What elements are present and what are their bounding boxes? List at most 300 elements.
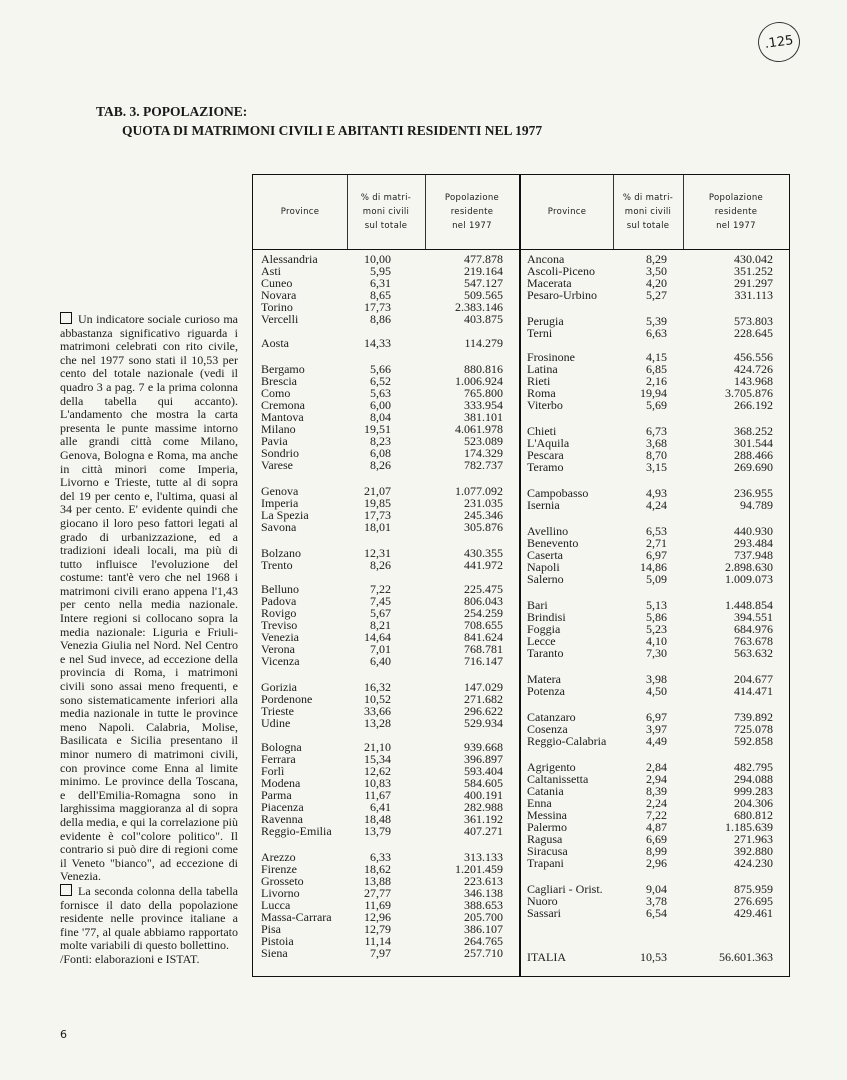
population: 725.078 bbox=[734, 722, 773, 736]
population: 573.803 bbox=[734, 314, 773, 328]
table-row bbox=[253, 525, 789, 537]
population: 223.613 bbox=[464, 874, 503, 888]
population: 763.678 bbox=[734, 634, 773, 648]
population: 288.466 bbox=[734, 448, 773, 462]
header-divider bbox=[253, 249, 789, 250]
civil-marriage-pct: 11,14 bbox=[364, 934, 391, 948]
civil-marriage-pct: 8,26 bbox=[370, 558, 391, 572]
province-name: Treviso bbox=[261, 618, 298, 632]
province-name: Bologna bbox=[261, 740, 302, 754]
province-name: Ferrara bbox=[261, 752, 296, 766]
civil-marriage-pct: 17,73 bbox=[364, 300, 391, 314]
province-name: Belluno bbox=[261, 582, 299, 596]
table-row bbox=[253, 635, 789, 647]
population: 441.972 bbox=[464, 558, 503, 572]
civil-marriage-pct: 7,01 bbox=[370, 642, 391, 656]
civil-marriage-pct: 13,79 bbox=[364, 824, 391, 838]
civil-marriage-pct: 6,54 bbox=[646, 906, 667, 920]
population: 56.601.363 bbox=[719, 950, 773, 964]
population: 716.147 bbox=[464, 654, 503, 668]
province-name: Asti bbox=[261, 264, 282, 278]
population: 2.383.146 bbox=[455, 300, 503, 314]
population: 228.645 bbox=[734, 326, 773, 340]
civil-marriage-pct: 18,62 bbox=[364, 862, 391, 876]
civil-marriage-pct: 14,33 bbox=[364, 336, 391, 350]
province-name: Pordenone bbox=[261, 692, 313, 706]
table-row bbox=[253, 773, 789, 785]
province-name: Viterbo bbox=[527, 398, 563, 412]
province-name: Trieste bbox=[261, 704, 294, 718]
table-row bbox=[253, 312, 789, 328]
table-row bbox=[253, 301, 789, 313]
population: 282.988 bbox=[464, 800, 503, 814]
province-name: Pesaro-Urbino bbox=[527, 288, 597, 302]
population: 293.484 bbox=[734, 536, 773, 550]
population: 254.259 bbox=[464, 606, 503, 620]
header-pct-right: % di matri- moni civili sul totale bbox=[622, 193, 674, 231]
province-name: Genova bbox=[261, 484, 299, 498]
population: 276.695 bbox=[734, 894, 773, 908]
population: 305.876 bbox=[464, 520, 503, 534]
population: 386.107 bbox=[464, 922, 503, 936]
civil-marriage-pct: 8,39 bbox=[646, 784, 667, 798]
table-row bbox=[253, 558, 789, 574]
civil-marriage-pct: 7,22 bbox=[370, 582, 391, 596]
civil-marriage-pct: 13,28 bbox=[364, 716, 391, 730]
population: 381.101 bbox=[464, 410, 503, 424]
civil-marriage-pct: 15,34 bbox=[364, 752, 391, 766]
province-name: Vicenza bbox=[261, 654, 300, 668]
civil-marriage-pct: 6,53 bbox=[646, 524, 667, 538]
population: 584.605 bbox=[464, 776, 503, 790]
province-name: Napoli bbox=[527, 560, 560, 574]
table-row bbox=[253, 723, 789, 735]
civil-marriage-pct: 4,15 bbox=[646, 350, 667, 364]
civil-marriage-pct: 4,20 bbox=[646, 276, 667, 290]
table-row bbox=[253, 845, 789, 857]
square-bullet-icon bbox=[60, 312, 72, 324]
civil-marriage-pct: 5,95 bbox=[370, 264, 391, 278]
population: 291.297 bbox=[734, 276, 773, 290]
province-name: Cagliari - Orist. bbox=[527, 882, 603, 896]
civil-marriage-pct: 21,10 bbox=[364, 740, 391, 754]
province-name: Udine bbox=[261, 716, 291, 730]
province-name: Lucca bbox=[261, 898, 291, 912]
population: 429.461 bbox=[734, 906, 773, 920]
population: 880.816 bbox=[464, 362, 503, 376]
civil-marriage-pct: 5,27 bbox=[646, 288, 667, 302]
civil-marriage-pct: 27,77 bbox=[364, 886, 391, 900]
province-name: Como bbox=[261, 386, 291, 400]
table-row bbox=[253, 599, 789, 611]
population: 264.765 bbox=[464, 934, 503, 948]
population: 301.544 bbox=[734, 436, 773, 450]
table-row bbox=[253, 351, 789, 363]
paragraph-2-text: La seconda colonna della tabella fornisce il dato della popolazione residente nelle province italiane a fine '77, al quale abbiamo rapportato molte variabili di questo bollettino. bbox=[60, 883, 238, 953]
table-row bbox=[253, 434, 789, 450]
province-name: Pescara bbox=[527, 448, 564, 462]
population: 394.551 bbox=[734, 610, 773, 624]
population: 407.271 bbox=[464, 824, 503, 838]
province-name: Cremona bbox=[261, 398, 305, 412]
sidebar-paragraph-1 bbox=[60, 312, 238, 884]
table-row bbox=[253, 785, 789, 797]
sidebar-commentary bbox=[60, 312, 238, 967]
province-name: Roma bbox=[527, 386, 556, 400]
civil-marriage-pct: 6,33 bbox=[370, 850, 391, 864]
population: 424.230 bbox=[734, 856, 773, 870]
table-row bbox=[253, 821, 789, 833]
civil-marriage-pct: 2,16 bbox=[646, 374, 667, 388]
province-name: Bolzano bbox=[261, 546, 301, 560]
population: 403.875 bbox=[464, 312, 503, 326]
table-row bbox=[253, 537, 789, 549]
civil-marriage-pct: 5,09 bbox=[646, 572, 667, 586]
population: 477.878 bbox=[464, 252, 503, 266]
province-name: Nuoro bbox=[527, 894, 558, 908]
civil-marriage-pct: 5,67 bbox=[370, 606, 391, 620]
province-name: Varese bbox=[261, 458, 293, 472]
population: 563.632 bbox=[734, 646, 773, 660]
population: 708.655 bbox=[464, 618, 503, 632]
population: 333.954 bbox=[464, 398, 503, 412]
population: 509.565 bbox=[464, 288, 503, 302]
table-row bbox=[253, 289, 789, 301]
population: 219.164 bbox=[464, 264, 503, 278]
table-row bbox=[253, 446, 789, 462]
population: 1.077.092 bbox=[455, 484, 503, 498]
civil-marriage-pct: 11,69 bbox=[364, 898, 391, 912]
civil-marriage-pct: 11,67 bbox=[364, 788, 391, 802]
province-name: Modena bbox=[261, 776, 301, 790]
population: 205.700 bbox=[464, 910, 503, 924]
civil-marriage-pct: 5,86 bbox=[646, 610, 667, 624]
civil-marriage-pct: 4,50 bbox=[646, 684, 667, 698]
province-name: Massa-Carrara bbox=[261, 910, 332, 924]
table-row bbox=[253, 546, 789, 562]
population: 456.556 bbox=[734, 350, 773, 364]
province-name: Gorizia bbox=[261, 680, 297, 694]
population: 482.795 bbox=[734, 760, 773, 774]
civil-marriage-pct: 3,15 bbox=[646, 460, 667, 474]
province-name: ITALIA bbox=[527, 950, 567, 964]
table-title bbox=[96, 102, 542, 140]
province-name: La Spezia bbox=[261, 508, 309, 522]
province-name: Bergamo bbox=[261, 362, 305, 376]
civil-marriage-pct: 5,63 bbox=[370, 386, 391, 400]
table-row bbox=[253, 735, 789, 747]
province-name: Messina bbox=[527, 808, 567, 822]
population: 593.404 bbox=[464, 764, 503, 778]
civil-marriage-pct: 6,97 bbox=[646, 710, 667, 724]
civil-marriage-pct: 6,00 bbox=[370, 398, 391, 412]
population: 392.880 bbox=[734, 844, 773, 858]
province-name: Milano bbox=[261, 422, 296, 436]
province-name: Ravenna bbox=[261, 812, 303, 826]
table-row bbox=[253, 883, 789, 895]
province-name: Brindisi bbox=[527, 610, 566, 624]
population: 4.061.978 bbox=[455, 422, 503, 436]
province-name: Chieti bbox=[527, 424, 557, 438]
province-name: Catanzaro bbox=[527, 710, 576, 724]
province-name: Novara bbox=[261, 288, 297, 302]
province-name: Campobasso bbox=[527, 486, 589, 500]
table-row bbox=[253, 327, 789, 339]
sidebar-paragraph-2 bbox=[60, 884, 238, 953]
population: 424.726 bbox=[734, 362, 773, 376]
civil-marriage-pct: 8,04 bbox=[370, 410, 391, 424]
province-name: Caserta bbox=[527, 548, 563, 562]
civil-marriage-pct: 7,97 bbox=[370, 946, 391, 960]
province-name: Forlì bbox=[261, 764, 285, 778]
civil-marriage-pct: 8,70 bbox=[646, 448, 667, 462]
population: 430.355 bbox=[464, 546, 503, 560]
population: 257.710 bbox=[464, 946, 503, 960]
province-name: Aosta bbox=[261, 336, 289, 350]
province-name: Cosenza bbox=[527, 722, 568, 736]
population: 782.737 bbox=[464, 458, 503, 472]
province-name: Lecce bbox=[527, 634, 556, 648]
civil-marriage-pct: 5,66 bbox=[370, 362, 391, 376]
province-name: Firenze bbox=[261, 862, 297, 876]
civil-marriage-pct: 10,83 bbox=[364, 776, 391, 790]
province-name: Vercelli bbox=[261, 312, 299, 326]
table-row bbox=[253, 685, 789, 697]
province-name: Pistoia bbox=[261, 934, 294, 948]
page-number: 6 bbox=[60, 1028, 67, 1041]
table-row bbox=[253, 623, 789, 635]
province-name: Padova bbox=[261, 594, 297, 608]
population: 1.006.924 bbox=[455, 374, 503, 388]
population: 592.858 bbox=[734, 734, 773, 748]
province-name: Trapani bbox=[527, 856, 564, 870]
civil-marriage-pct: 2,71 bbox=[646, 536, 667, 550]
population: 94.789 bbox=[740, 498, 773, 512]
table-row bbox=[253, 277, 789, 289]
civil-marriage-pct: 6,97 bbox=[646, 548, 667, 562]
population: 430.042 bbox=[734, 252, 773, 266]
population: 368.252 bbox=[734, 424, 773, 438]
title-line-1: TAB. 3. POPOLAZIONE: bbox=[96, 104, 248, 119]
population: 765.800 bbox=[464, 386, 503, 400]
civil-marriage-pct: 8,65 bbox=[370, 288, 391, 302]
population: 271.682 bbox=[464, 692, 503, 706]
population: 231.035 bbox=[464, 496, 503, 510]
civil-marriage-pct: 16,32 bbox=[364, 680, 391, 694]
province-name: Macerata bbox=[527, 276, 572, 290]
civil-marriage-pct: 10,53 bbox=[640, 950, 667, 964]
province-name: Perugia bbox=[527, 314, 564, 328]
civil-marriage-pct: 5,39 bbox=[646, 314, 667, 328]
civil-marriage-pct: 12,62 bbox=[364, 764, 391, 778]
civil-marriage-pct: 8,26 bbox=[370, 458, 391, 472]
province-name: Teramo bbox=[527, 460, 564, 474]
population: 1.448.854 bbox=[725, 598, 773, 612]
population: 806.043 bbox=[464, 594, 503, 608]
civil-marriage-pct: 6,40 bbox=[370, 654, 391, 668]
civil-marriage-pct: 4,49 bbox=[646, 734, 667, 748]
population: 841.624 bbox=[464, 630, 503, 644]
population: 739.892 bbox=[734, 710, 773, 724]
province-name: Enna bbox=[527, 796, 552, 810]
civil-marriage-pct: 4,24 bbox=[646, 498, 667, 512]
civil-marriage-pct: 8,86 bbox=[370, 312, 391, 326]
header-province-right: Province bbox=[547, 207, 587, 217]
civil-marriage-pct: 5,13 bbox=[646, 598, 667, 612]
civil-marriage-pct: 2,24 bbox=[646, 796, 667, 810]
table-row bbox=[253, 411, 789, 423]
population: 143.968 bbox=[734, 374, 773, 388]
province-name: Frosinone bbox=[527, 350, 575, 364]
civil-marriage-pct: 2,94 bbox=[646, 772, 667, 786]
province-name: Terni bbox=[527, 326, 553, 340]
civil-marriage-pct: 8,23 bbox=[370, 434, 391, 448]
province-name: Ascoli-Piceno bbox=[527, 264, 595, 278]
civil-marriage-pct: 33,66 bbox=[364, 704, 391, 718]
header-pct-left: % di matri- moni civili sul totale bbox=[360, 193, 412, 231]
province-name: Ancona bbox=[527, 252, 565, 266]
civil-marriage-pct: 4,10 bbox=[646, 634, 667, 648]
header-pop-left: Popolazione residente nel 1977 bbox=[444, 193, 500, 231]
table-row bbox=[253, 907, 789, 919]
province-name: Arezzo bbox=[261, 850, 296, 864]
table-row bbox=[253, 923, 789, 935]
table-row bbox=[253, 375, 789, 387]
province-name: Venezia bbox=[261, 630, 299, 644]
province-name: Cuneo bbox=[261, 276, 293, 290]
civil-marriage-pct: 18,48 bbox=[364, 812, 391, 826]
population: 680.812 bbox=[734, 808, 773, 822]
sidebar-source: /Fonti: elaborazioni e ISTAT. bbox=[60, 951, 200, 966]
population: 1.009.073 bbox=[725, 572, 773, 586]
table-row bbox=[253, 399, 789, 411]
civil-marriage-pct: 5,69 bbox=[646, 398, 667, 412]
province-name: Sassari bbox=[527, 906, 561, 920]
civil-marriage-pct: 19,51 bbox=[364, 422, 391, 436]
civil-marriage-pct: 4,93 bbox=[646, 486, 667, 500]
civil-marriage-pct: 8,21 bbox=[370, 618, 391, 632]
civil-marriage-pct: 2,84 bbox=[646, 760, 667, 774]
table-row bbox=[253, 647, 789, 659]
handwritten-page-stamp bbox=[755, 19, 802, 64]
province-name: Reggio-Calabria bbox=[527, 734, 607, 748]
table-row bbox=[253, 935, 789, 947]
province-name: Reggio-Emilia bbox=[261, 824, 332, 838]
population: 414.471 bbox=[734, 684, 773, 698]
population: 346.138 bbox=[464, 886, 503, 900]
table-row bbox=[253, 573, 789, 585]
civil-marriage-pct: 4,87 bbox=[646, 820, 667, 834]
table-row bbox=[253, 673, 789, 685]
province-name: Salerno bbox=[527, 572, 564, 586]
population: 174.329 bbox=[464, 446, 503, 460]
province-name: Torino bbox=[261, 300, 293, 314]
table-row bbox=[253, 265, 789, 277]
population: 388.653 bbox=[464, 898, 503, 912]
civil-marriage-pct: 6,08 bbox=[370, 446, 391, 460]
population: 361.192 bbox=[464, 812, 503, 826]
province-name: Benevento bbox=[527, 536, 579, 550]
population: 331.113 bbox=[734, 288, 773, 302]
province-name: Siracusa bbox=[527, 844, 568, 858]
table-row bbox=[253, 496, 789, 512]
title-line-2: QUOTA DI MATRIMONI CIVILI E ABITANTI RESIDENTI NEL 1977 bbox=[122, 123, 543, 138]
population: 294.088 bbox=[734, 772, 773, 786]
population: 737.948 bbox=[734, 548, 773, 562]
data-table bbox=[252, 174, 790, 977]
province-name: Grosseto bbox=[261, 874, 304, 888]
table-row bbox=[253, 761, 789, 773]
civil-marriage-pct: 6,41 bbox=[370, 800, 391, 814]
civil-marriage-pct: 3,78 bbox=[646, 894, 667, 908]
population: 2.898.630 bbox=[725, 560, 773, 574]
civil-marriage-pct: 17,73 bbox=[364, 508, 391, 522]
province-name: Isernia bbox=[527, 498, 560, 512]
civil-marriage-pct: 7,45 bbox=[370, 594, 391, 608]
province-name: Matera bbox=[527, 672, 561, 686]
civil-marriage-pct: 10,00 bbox=[364, 252, 391, 266]
table-row bbox=[253, 857, 789, 869]
population: 875.959 bbox=[734, 882, 773, 896]
province-name: Caltanissetta bbox=[527, 772, 589, 786]
province-name: Livorno bbox=[261, 886, 300, 900]
population: 313.133 bbox=[464, 850, 503, 864]
population: 440.930 bbox=[734, 524, 773, 538]
province-name: Imperia bbox=[261, 496, 299, 510]
header-province-left: Province bbox=[280, 207, 320, 217]
population: 266.192 bbox=[734, 398, 773, 412]
population: 236.955 bbox=[734, 486, 773, 500]
civil-marriage-pct: 21,07 bbox=[364, 484, 391, 498]
province-name: Verona bbox=[261, 642, 295, 656]
province-name: L'Aquila bbox=[527, 436, 570, 450]
population: 768.781 bbox=[464, 642, 503, 656]
civil-marriage-pct: 19,85 bbox=[364, 496, 391, 510]
civil-marriage-pct: 6,69 bbox=[646, 832, 667, 846]
civil-marriage-pct: 6,85 bbox=[646, 362, 667, 376]
civil-marriage-pct: 2,96 bbox=[646, 856, 667, 870]
table-row bbox=[253, 253, 789, 265]
civil-marriage-pct: 6,73 bbox=[646, 424, 667, 438]
civil-marriage-pct: 3,97 bbox=[646, 722, 667, 736]
population: 523.089 bbox=[464, 434, 503, 448]
civil-marriage-pct: 12,31 bbox=[364, 546, 391, 560]
province-name: Latina bbox=[527, 362, 558, 376]
province-name: Alessandria bbox=[261, 252, 318, 266]
civil-marriage-pct: 10,52 bbox=[364, 692, 391, 706]
header-pop-right: Popolazione residente nel 1977 bbox=[708, 193, 764, 231]
province-name: Palermo bbox=[527, 820, 567, 834]
population: 939.668 bbox=[464, 740, 503, 754]
table-row bbox=[253, 809, 789, 821]
civil-marriage-pct: 18,01 bbox=[364, 520, 391, 534]
province-name: Savona bbox=[261, 520, 297, 534]
stamp-text: .125 bbox=[763, 32, 795, 52]
table-row bbox=[253, 611, 789, 623]
population: 351.252 bbox=[734, 264, 773, 278]
civil-marriage-pct: 3,98 bbox=[646, 672, 667, 686]
population: 684.976 bbox=[734, 622, 773, 636]
civil-marriage-pct: 12,79 bbox=[364, 922, 391, 936]
civil-marriage-pct: 5,23 bbox=[646, 622, 667, 636]
civil-marriage-pct: 3,50 bbox=[646, 264, 667, 278]
table-row bbox=[253, 363, 789, 375]
population: 147.029 bbox=[464, 680, 503, 694]
province-name: Parma bbox=[261, 788, 292, 802]
population: 999.283 bbox=[734, 784, 773, 798]
civil-marriage-pct: 8,99 bbox=[646, 844, 667, 858]
province-name: Sondrio bbox=[261, 446, 300, 460]
